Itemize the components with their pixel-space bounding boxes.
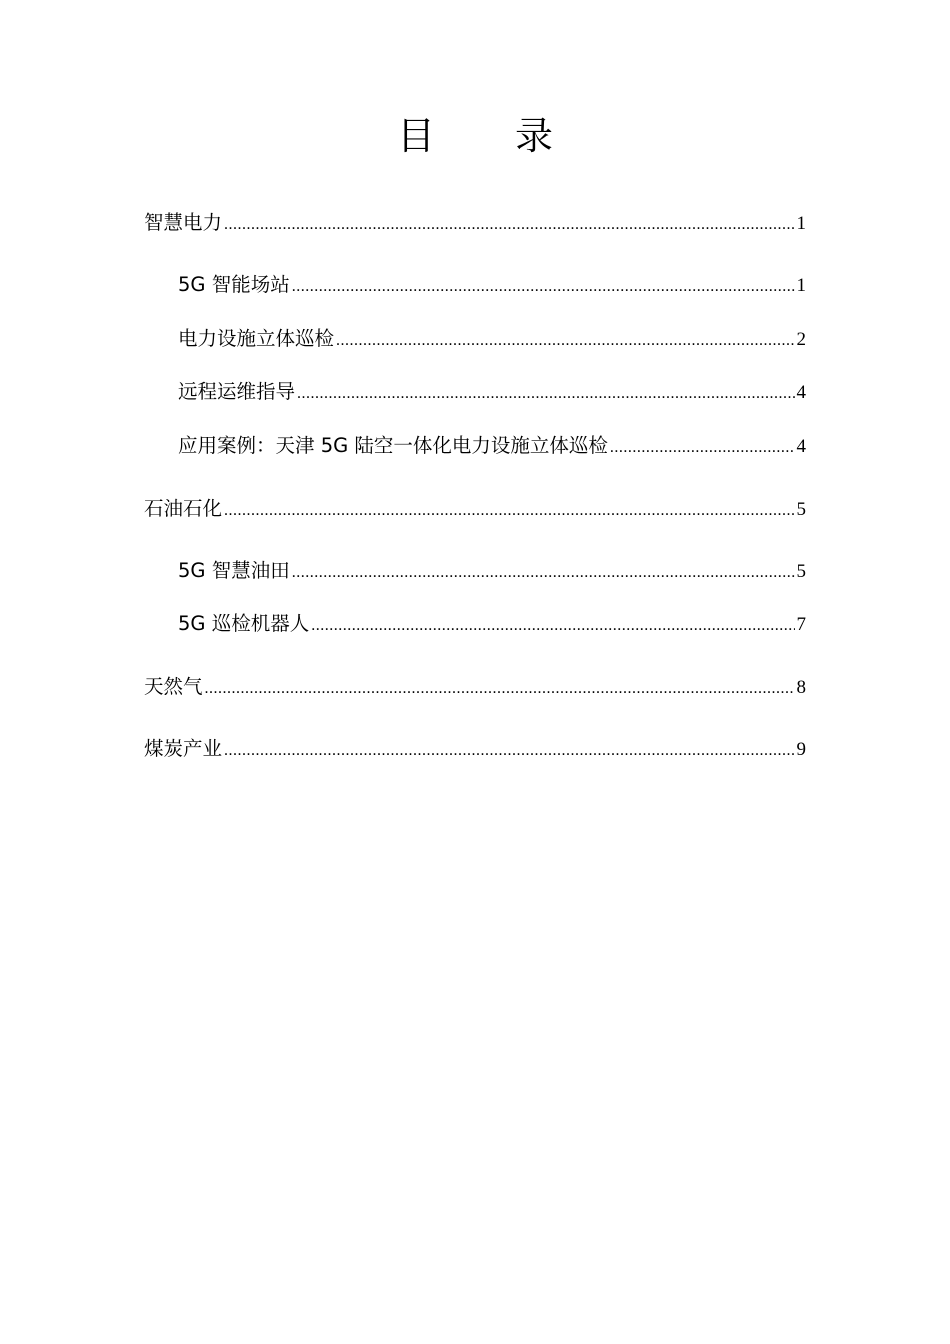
page-title: 目 录 <box>396 114 588 158</box>
toc-entry-title: 天然气 <box>144 675 203 698</box>
toc-leader-dots <box>224 210 794 240</box>
toc-entry-5g-smart-oilfield[interactable] <box>178 556 806 586</box>
toc-entry-smart-power[interactable] <box>144 208 806 238</box>
toc-page-number: 4 <box>796 382 806 403</box>
toc-leader-dots <box>336 326 794 356</box>
toc-entry-5g-smart-station[interactable] <box>178 270 806 300</box>
toc-page-number: 4 <box>796 436 806 457</box>
toc-leader-dots <box>610 433 795 463</box>
toc-entry-coal-industry[interactable] <box>144 734 806 764</box>
toc-page-number: 1 <box>796 213 806 234</box>
toc-page-number: 9 <box>796 739 806 760</box>
toc-entry-natural-gas[interactable] <box>144 672 806 702</box>
toc-entry-petrochemical[interactable] <box>144 494 806 524</box>
toc-entry-title: 5G 智能场站 <box>178 273 290 296</box>
toc-entry-5g-inspection-robot[interactable] <box>178 609 806 639</box>
toc-entry-remote-maintenance[interactable] <box>178 377 806 407</box>
toc-page-number: 2 <box>796 329 806 350</box>
toc-leader-dots <box>311 611 794 641</box>
toc-entry-tianjin-case[interactable] <box>178 431 806 461</box>
toc-leader-dots <box>224 736 794 766</box>
toc-page-number: 1 <box>796 275 806 296</box>
toc-page-number: 8 <box>796 677 806 698</box>
toc-entry-power-inspection[interactable] <box>178 324 806 354</box>
toc-entry-title: 煤炭产业 <box>144 737 223 760</box>
toc-leader-dots <box>224 496 794 526</box>
toc-entry-title: 5G 巡检机器人 <box>178 612 310 635</box>
toc-page-number: 7 <box>796 614 806 635</box>
toc-entry-title: 电力设施立体巡检 <box>178 327 335 350</box>
toc-leader-dots <box>205 674 795 704</box>
toc-page-number: 5 <box>796 499 806 520</box>
toc-entry-title: 远程运维指导 <box>178 380 296 403</box>
toc-entry-title: 智慧电力 <box>144 211 223 234</box>
toc-leader-dots <box>292 272 795 302</box>
toc-entry-title: 石油石化 <box>144 497 223 520</box>
toc-leader-dots <box>297 379 794 409</box>
toc-page-number: 5 <box>796 561 806 582</box>
toc-leader-dots <box>292 558 795 588</box>
toc-entry-title: 5G 智慧油田 <box>178 559 290 582</box>
toc-entry-title: 应用案例：天津 5G 陆空一体化电力设施立体巡检 <box>178 434 608 457</box>
